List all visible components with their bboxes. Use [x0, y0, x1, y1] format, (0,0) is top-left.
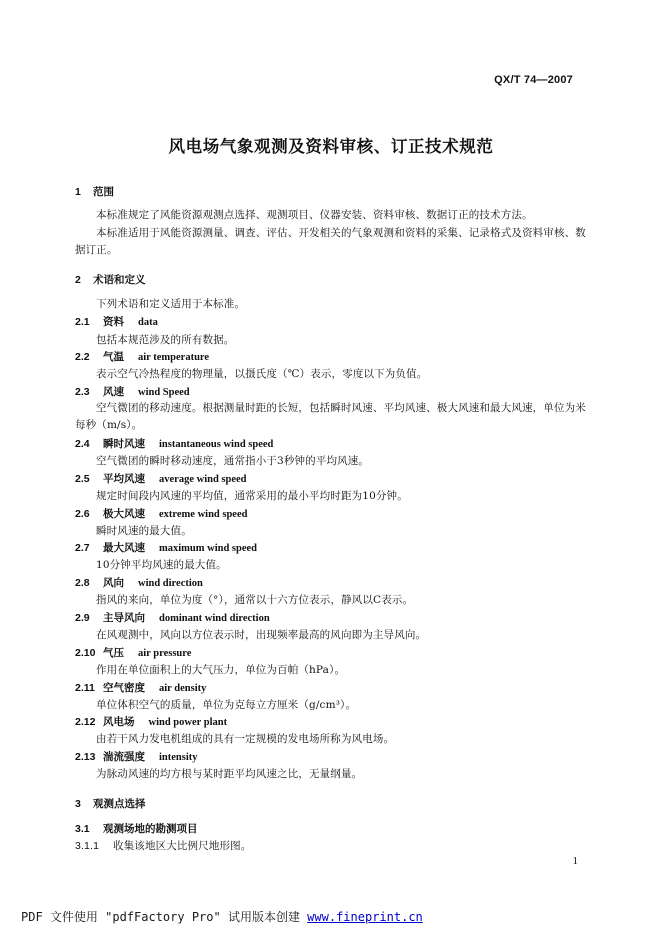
term-definition: 空气微团的瞬时移动速度，通常指小于3秒钟的平均风速。	[96, 455, 370, 467]
subsection-heading: 3.1 观测场地的勘测项目	[75, 823, 198, 835]
section-title: 术语和定义	[93, 274, 146, 286]
footer-text: PDF 文件使用 "pdfFactory Pro" 试用版本创建	[21, 910, 308, 924]
paragraph-intro: 下列术语和定义适用于本标准。	[96, 298, 246, 310]
term-definition: 瞬时风速的最大值。	[96, 525, 192, 537]
document-title: 风电场气象观测及资料审核、订正技术规范	[168, 137, 494, 156]
page-number: 1	[572, 855, 578, 867]
term-heading: 2.13 湍流强度 intensity	[75, 751, 198, 763]
pdf-footer	[21, 908, 423, 925]
term-heading: 2.2 气温 air temperature	[75, 351, 210, 363]
section-number: 2	[75, 274, 81, 286]
term-definition: 规定时间段内风速的平均值，通常采用的最小平均时距为10分钟。	[96, 490, 408, 502]
section-number: 3	[75, 798, 81, 810]
section-2-heading	[75, 272, 146, 287]
clause-3-1-1: 3.1.1 收集该地区大比例尺地形图。	[75, 840, 252, 852]
term-heading: 2.10 气压 air pressure	[75, 647, 192, 659]
term-definition: 表示空气冷热程度的物理量，以摄氏度（℃）表示，零度以下为负值。	[96, 368, 428, 380]
term-definition: 包括本规范涉及的所有数据。	[96, 334, 235, 346]
section-number: 1	[75, 186, 81, 198]
term-definition: 由若干风力发电机组成的具有一定规模的发电场所称为风电场。	[96, 733, 395, 745]
term-heading: 2.1 资料 data	[75, 316, 158, 328]
term-heading: 2.6 极大风速 extreme wind speed	[75, 508, 248, 520]
footer-link[interactable]: www.fineprint.cn	[307, 910, 423, 924]
term-heading: 2.5 平均风速 average wind speed	[75, 473, 247, 485]
standard-code: QX/T 74—2007	[494, 74, 573, 86]
term-definition: 单位体积空气的质量，单位为克每立方厘米（g/cm³）。	[96, 699, 357, 711]
term-definition: 作用在单位面积上的大气压力，单位为百帕（hPa）。	[96, 664, 346, 676]
term-heading: 2.9 主导风向 dominant wind direction	[75, 612, 270, 624]
term-heading: 2.7 最大风速 maximum wind speed	[75, 542, 258, 554]
section-3-heading	[75, 796, 146, 811]
term-heading: 2.4 瞬时风速 instantaneous wind speed	[75, 438, 274, 450]
paragraph-scope-2: 本标准适用于风能资源测量、调查、评估、开发相关的气象观测和资料的采集、记录格式及资料审核、数据订正。	[75, 227, 586, 256]
section-title: 观测点选择	[93, 798, 146, 810]
term-heading: 2.3 风速 wind Speed	[75, 386, 190, 398]
term-definition: 指风的来向，单位为度（°），通常以十六方位表示，静风以C表示。	[96, 594, 414, 606]
paragraph-scope-1: 本标准规定了风能资源观测点选择、观测项目、仪器安装、资料审核、数据订正的技术方法。	[96, 209, 533, 221]
term-heading: 2.11 空气密度 air density	[75, 682, 207, 694]
section-title: 范围	[93, 186, 114, 198]
term-heading: 2.8 风向 wind direction	[75, 577, 203, 589]
section-1-heading	[75, 184, 114, 199]
term-definition: 在风观测中，风向以方位表示时，出现频率最高的风向即为主导风向。	[96, 629, 427, 641]
term-definition: 空气微团的移动速度。根据测量时距的长短，包括瞬时风速、平均风速、极大风速和最大风速，单位为米每秒（m/s）。	[75, 402, 586, 431]
term-heading: 2.12 风电场 wind power plant	[75, 716, 228, 728]
term-definition: 10分钟平均风速的最大值。	[96, 559, 227, 571]
term-definition: 为脉动风速的均方根与某时距平均风速之比，无量纲量。	[96, 768, 363, 780]
